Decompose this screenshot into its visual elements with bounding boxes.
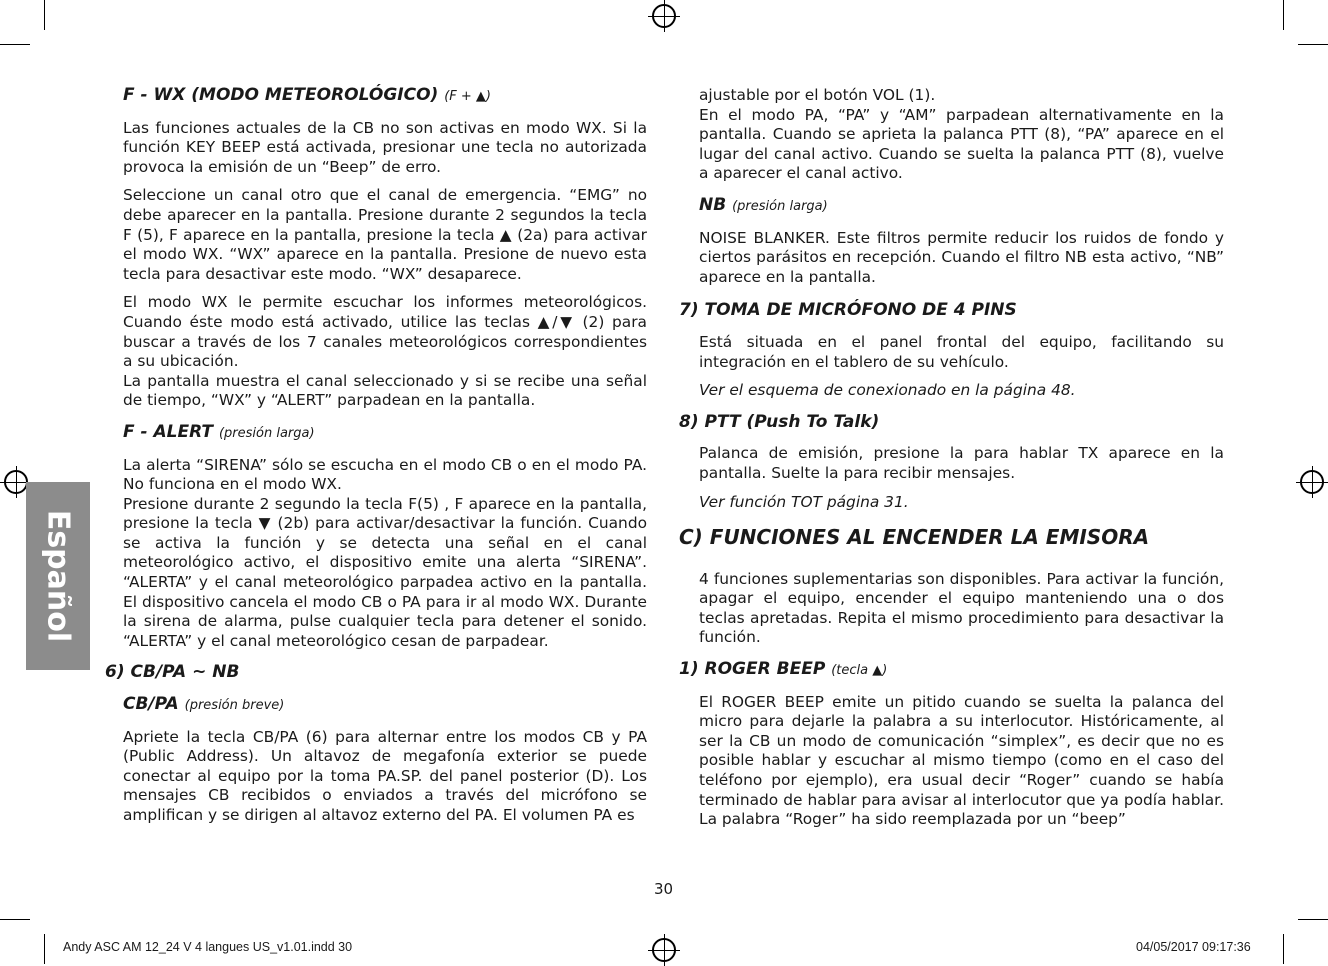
section-heading-nb: [699, 196, 1224, 217]
section-heading-cbpa-nb: 6) CB/PA ~ NB: [105, 662, 240, 683]
paragraph: Seleccione un canal otro que el canal de emergencia. “EMG” no debe aparecer en la pantalla. Presione durante 2 segundos la tecla F (5), F aparece en la pantalla, presione la tecla ▲ (2a) para activar el modo WX. “WX” aparece en la pantalla. Presione de nuevo esta tecla para desactivar este modo. “WX” desaparece.: [123, 186, 647, 283]
paragraph-italic: Ver función TOT página 31.: [699, 492, 909, 511]
heading-note: (F + ▲): [444, 89, 491, 104]
crop-mark: [0, 44, 30, 45]
crop-mark: [1298, 44, 1328, 45]
footer-datetime: 04/05/2017 09:17:36: [1136, 940, 1251, 954]
paragraph: Las funciones actuales de la CB no son activas en modo WX. Si la función KEY BEEP está activada, presionar une tecla no autorizada provoca la emisión de un “Beep” de erro.: [123, 118, 647, 176]
footer-file: Andy ASC AM 12_24 V 4 langues US_v1.01.indd 30: [63, 940, 353, 954]
heading-note: (tecla ▲): [831, 663, 888, 679]
paragraph: Está situada en el panel frontal del equipo, facilitando su integración en el tablero de su vehículo.: [699, 332, 1224, 371]
section-heading-wx: [123, 86, 647, 107]
paragraph: La alerta “SIRENA” sólo se escucha en el modo CB o en el modo PA. No funciona en el modo WX.: [123, 455, 647, 494]
heading-text: F - WX (MODO METEOROLÓGICO): [123, 85, 439, 105]
right-column: [679, 86, 1224, 839]
paragraph: Presione durante 2 segundo la tecla F(5) , F aparece en la pantalla, presione la tecla ▼ (2b) para activar/desactivar la función. Cuando se activa la función y se detecta una señal en el canal meteorológico activo, el dispositivo emite una alerta “SIRENA”. “ALERTA” y el canal meteorológico parpadea activo en la pantalla. El dispositivo cancela el modo CB o PA para ir al modo WX. Durante la sirena de alarma, pulse cualquier tecla para detener el sonido. “ALERTA” y el canal meteorológico cesan de parpadear.: [123, 494, 647, 650]
paragraph: 4 funciones suplementarias son disponibles. Para activar la función, apagar el equipo, encender el equipo manteniendo una o dos teclas apretadas. Repita el mismo procedimiento para desactivar la función.: [699, 569, 1224, 647]
heading-note: (presión larga): [732, 198, 828, 214]
paragraph: ajustable por el botón VOL (1).: [699, 86, 936, 104]
heading-text: NB: [699, 194, 727, 215]
section-heading-alert: [123, 423, 647, 444]
language-tab: [26, 482, 90, 670]
crop-mark: [0, 919, 30, 920]
registration-mark-icon: [4, 470, 28, 494]
page-number: 30: [654, 880, 674, 898]
heading-text: CB/PA: [123, 694, 179, 715]
crop-mark: [1283, 0, 1284, 30]
heading-note: (presión larga): [218, 425, 315, 441]
section-heading-power-on: C) FUNCIONES AL ENCENDER LA EMISORA: [679, 525, 1150, 550]
section-heading-cbpa: [123, 695, 647, 716]
paragraph: El ROGER BEEP emite un pitido cuando se suelta la palanca del micro para dejarle la palabra a su interlocutor. Históricamente, al ser la CB un modo de comunicación “simplex”, es decir que no es posible hablar y escuchar al mismo tiempo (como en el caso del teléfono por ejemplo), era usual decir “Roger” cuando se había terminado de hablar para avisar al interlocutor que ya podía hablar. La palabra “Roger” ha sido reemplazada por un “beep”: [699, 692, 1224, 829]
paragraph: Apriete la tecla CB/PA (6) para alternar entre los modos CB y PA (Public Address). Un altavoz de megafonía exterior se puede conectar al equipo por la toma PA.SP. del panel posterior (D). Los mensajes CB recibidos o enviados a través del micrófono se amplifican y se dirigen al altavoz externo del PA. El volumen PA es: [123, 727, 647, 824]
crop-mark: [44, 0, 45, 30]
paragraph: El modo WX le permite escuchar los informes meteorológicos. Cuando éste modo está activado, utilice las teclas ▲/▼ (2) para buscar a través de los 7 canales meteorológicos correspondientes a su ubicación.: [123, 293, 647, 371]
section-heading-ptt: 8) PTT (Push To Talk): [679, 411, 880, 432]
section-heading-mic: 7) TOMA DE MICRÓFONO DE 4 PINS: [679, 300, 1017, 321]
paragraph-italic: Ver el esquema de conexionado en la página 48.: [699, 381, 1076, 400]
paragraph: NOISE BLANKER. Este filtros permite reducir los ruidos de fondo y ciertos parásitos en recepción. Cuando el filtro NB esta activo, “NB” aparece en la pantalla.: [699, 228, 1224, 286]
registration-mark-icon: [652, 938, 676, 962]
left-column: [105, 85, 647, 835]
heading-note: (presión breve): [184, 698, 285, 714]
paragraph: La pantalla muestra el canal seleccionado y si se recibe una señal de tiempo, “WX” y “ALERT” parpadean en la pantalla.: [123, 371, 647, 410]
crop-mark: [44, 934, 45, 964]
heading-text: 1) ROGER BEEP: [679, 659, 826, 680]
section-heading-roger: [679, 660, 1224, 681]
registration-mark-icon: [1300, 470, 1324, 494]
crop-mark: [1298, 919, 1328, 920]
crop-mark: [1283, 934, 1284, 964]
paragraph: Palanca de emisión, presione la para hablar TX aparece en la pantalla. Suelte la para recibir mensajes.: [699, 444, 1224, 482]
paragraph: En el modo PA, “PA” y “AM” parpadean alternativamente en la pantalla. Cuando se aprieta la palanca PTT (8), “PA” aparece en el lugar del canal activo. Cuando se suelta la palanca PTT (8), vuelve a aparecer el canal activo.: [699, 105, 1224, 183]
language-tab-label: Español: [40, 509, 76, 643]
registration-mark-icon: [652, 4, 676, 28]
heading-text: F - ALERT: [123, 421, 214, 442]
